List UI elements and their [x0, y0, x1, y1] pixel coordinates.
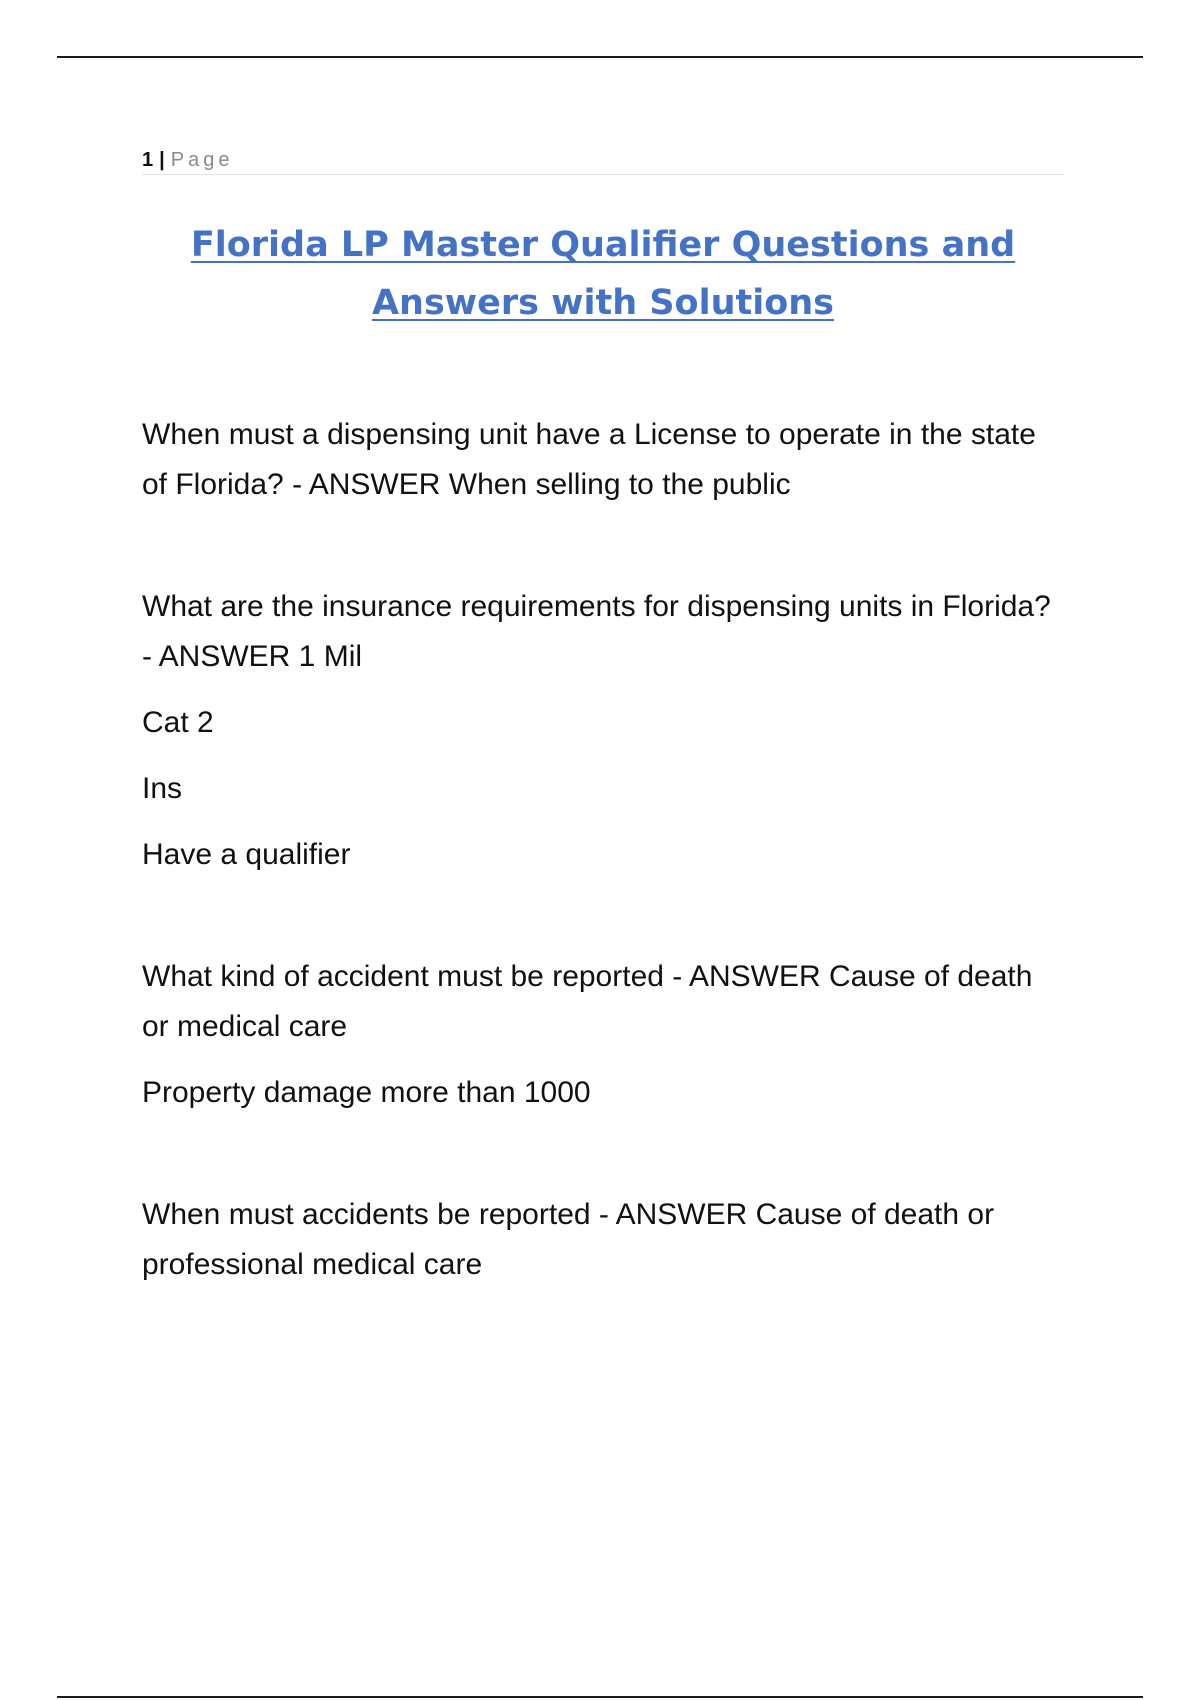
- bottom-rule: [57, 1696, 1143, 1698]
- qa-item: [142, 952, 1064, 1118]
- qa-answer-line: Cat 2: [142, 706, 214, 739]
- qa-question-answer: When must accidents be reported - ANSWER Cause of death or professional medical care: [142, 1198, 995, 1281]
- qa-item: [142, 1190, 1064, 1290]
- qa-answer-line: Have a qualifier: [142, 838, 351, 871]
- qa-answer-line: Ins: [142, 772, 183, 805]
- document-title: Florida LP Master Qualifier Questions and Answers with Solutions: [190, 225, 1016, 323]
- qa-question-answer: When must a dispensing unit have a License to operate in the state of Florida? - ANSWER When selling to the public: [142, 418, 1036, 501]
- qa-question-answer: What are the insurance requirements for dispensing units in Florida? - ANSWER 1 Mil: [142, 590, 1051, 673]
- qa-list: [142, 410, 1064, 1362]
- qa-item: [142, 410, 1064, 510]
- page-number: 1: [142, 149, 154, 171]
- page-label: Page: [170, 149, 234, 171]
- qa-answer-line: Property damage more than 1000: [142, 1076, 591, 1109]
- page-header: [142, 146, 1064, 175]
- qa-question-answer: What kind of accident must be reported - ANSWER Cause of death or medical care: [142, 960, 1033, 1043]
- top-rule: [57, 56, 1143, 58]
- page-separator: |: [159, 149, 165, 171]
- qa-item: [142, 582, 1064, 880]
